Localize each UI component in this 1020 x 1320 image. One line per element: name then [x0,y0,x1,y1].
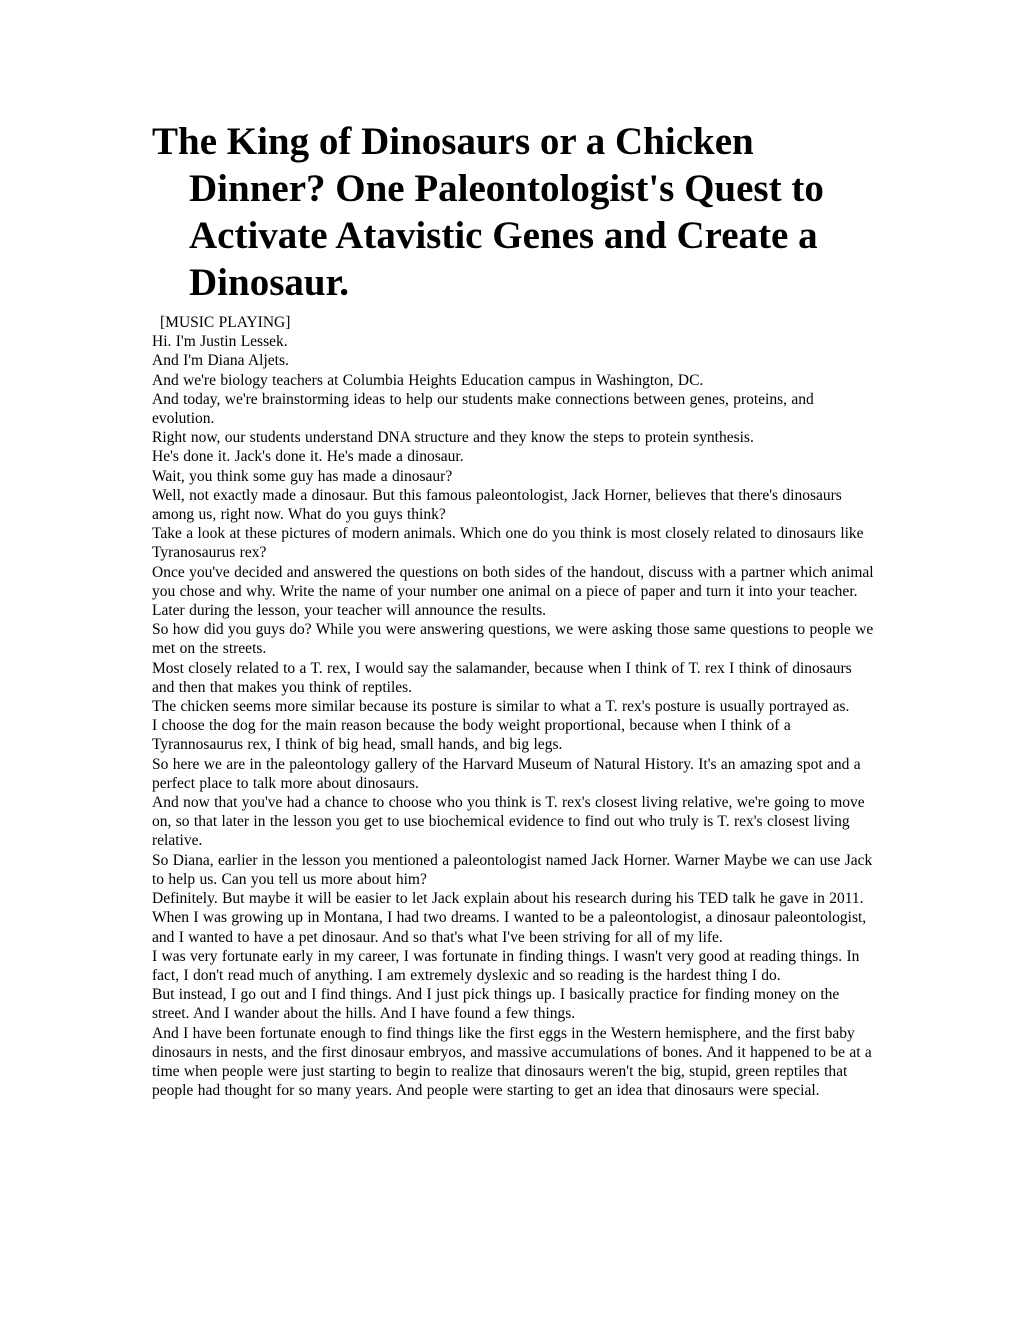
transcript-paragraph: And I have been fortunate enough to find things like the first eggs in the Western hemisphere, and the first baby dinosaurs in nests, and the first dinosaur embryos, and massive accumulations of bones. And it happened to be at a time when people were just starting to begin to realize that dinosaurs weren't the big, stupid, green reptiles that people had thought for so many years. And people were starting to get an idea that dinosaurs were special. [152,1024,872,1100]
transcript-paragraph: Most closely related to a T. rex, I would say the salamander, because when I think of T. rex I think of dinosaurs and then that makes you think of reptiles. [152,659,852,696]
transcript-paragraph: But instead, I go out and I find things. And I just pick things up. I basically practice for finding money on the street. And I wander about the hills. And I have found a few things. [152,986,840,1023]
transcript-paragraph: The chicken seems more similar because its posture is similar to what a T. rex's posture is usually portrayed as. [152,698,850,716]
transcript-paragraph: Well, not exactly made a dinosaur. But this famous paleontologist, Jack Horner, believes that there's dinosaurs among us, right now. What do you guys think? [152,486,842,524]
transcript-paragraph: So Diana, earlier in the lesson you mentioned a paleontologist named Jack Horner. Warner Maybe we can use Jack to help us. Can you tell us more about him? [152,851,873,888]
transcript-paragraph: Take a look at these pictures of modern animals. Which one do you think is most closely related to dinosaurs like Tyranosaurus rex? [152,525,864,562]
document-title: The King of Dinosaurs or a Chicken Dinner? One Paleontologist's Quest to Activate Atavistic Genes and Create a Dinosaur. [152,120,824,304]
music-cue: [MUSIC PLAYING] [160,314,291,331]
transcript-paragraph: And today, we're brainstorming ideas to help our students make connections between genes, proteins, and evolution. [152,390,814,428]
transcript-paragraph: Hi. I'm Justin Lessek. [152,333,288,351]
transcript-paragraph: He's done it. Jack's done it. He's made a dinosaur. [152,448,464,466]
transcript-paragraph: And now that you've had a chance to choose who you think is T. rex's closest living relative, we're going to move on, so that later in the lesson you get to use biochemical evidence to find out who truly is T. rex's closest living relative. [152,794,865,850]
transcript-paragraph: Right now, our students understand DNA structure and they know the steps to protein synthesis. [152,429,754,447]
transcript-paragraph: Once you've decided and answered the questions on both sides of the handout, discuss with a partner which animal you chose and why. Write the name of your number one animal on a piece of paper and turn it into your teacher. Later during the lesson, your teacher will announce the results. [152,563,874,620]
transcript-paragraph: So how did you guys do? While you were answering questions, we were asking those same questions to people we met on the streets. [152,621,874,658]
transcript-paragraph: And we're biology teachers at Columbia Heights Education campus in Washington, DC. [152,371,704,389]
transcript-paragraph: When I was growing up in Montana, I had two dreams. I wanted to be a paleontologist, a dinosaur paleontologist, and I wanted to have a pet dinosaur. And so that's what I've been striving for all of my life. [152,909,867,946]
transcript-paragraph: So here we are in the paleontology gallery of the Harvard Museum of Natural History. It's an amazing spot and a perfect place to talk more about dinosaurs. [152,755,861,792]
transcript-paragraph: I choose the dog for the main reason because the body weight proportional, because when I think of a Tyrannosaurus rex, I think of big head, small hands, and big legs. [152,717,791,754]
transcript-paragraph: I was very fortunate early in my career, I was fortunate in finding things. I wasn't very good at reading things. In fact, I don't read much of anything. I am extremely dyslexic and so reading is the hardest thing I do. [152,947,860,984]
transcript-body [152,313,874,1100]
transcript-paragraph-list [152,332,874,1100]
transcript-paragraph: And I'm Diana Aljets. [152,352,289,370]
transcript-paragraph: Definitely. But maybe it will be easier to let Jack explain about his research during his TED talk he gave in 2011. [152,890,864,908]
transcript-paragraph: Wait, you think some guy has made a dinosaur? [152,467,453,485]
